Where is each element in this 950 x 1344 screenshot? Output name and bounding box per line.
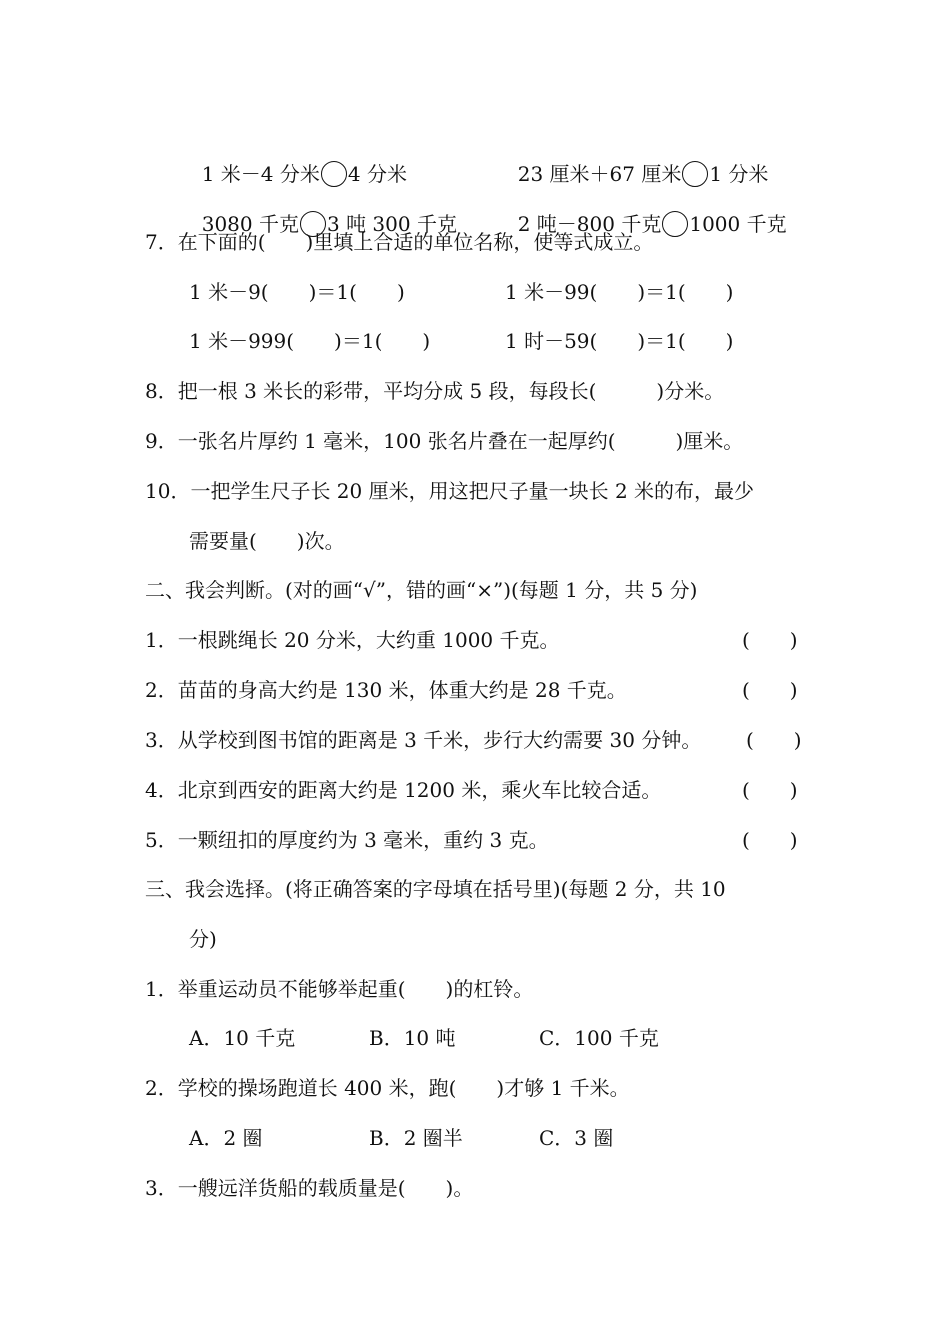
q7-item-4: 1 时－59( )＝1( ): [505, 329, 734, 353]
compare-left: 2 吨－800 千克: [517, 212, 662, 236]
question-8: 8．把一根 3 米长的彩带，平均分成 5 段，每段长( )分米。: [145, 379, 725, 403]
judge-item-5: 5．一颗纽扣的厚度约为 3 毫米，重约 3 克。: [145, 828, 549, 852]
compare-item-2: [505, 132, 768, 188]
judge-answer-1[interactable]: ( ): [742, 628, 798, 652]
compare-circle[interactable]: [662, 211, 688, 237]
judge-answer-3[interactable]: ( ): [746, 728, 802, 752]
choice-question-1: 1．举重运动员不能够举起重( )的杠铃。: [145, 977, 534, 1001]
choice-1-option-c[interactable]: C．100 千克: [539, 1026, 659, 1050]
choice-question-3: 3．一艘远洋货船的载质量是( )。: [145, 1176, 474, 1200]
section-3-title-line2: 分): [189, 927, 217, 951]
choice-1-option-b[interactable]: B．10 吨: [369, 1026, 456, 1050]
choice-2-option-c[interactable]: C．3 圈: [539, 1126, 614, 1150]
compare-right: 4 分米: [347, 162, 407, 186]
q7-item-2: 1 米－99( )＝1( ): [505, 280, 734, 304]
question-9: 9．一张名片厚约 1 毫米，100 张名片叠在一起厚约( )厘米。: [145, 429, 744, 453]
choice-2-option-b[interactable]: B．2 圈半: [369, 1126, 463, 1150]
judge-item-3: 3．从学校到图书馆的距离是 3 千米，步行大约需要 30 分钟。: [145, 728, 702, 752]
compare-right: 3 吨 300 千克: [326, 212, 457, 236]
judge-answer-2[interactable]: ( ): [742, 678, 798, 702]
judge-answer-4[interactable]: ( ): [742, 778, 798, 802]
choice-question-2: 2．学校的操场跑道长 400 米，跑( )才够 1 千米。: [145, 1076, 630, 1100]
compare-item-1: [189, 132, 407, 188]
judge-item-2: 2．苗苗的身高大约是 130 米，体重大约是 28 千克。: [145, 678, 627, 702]
compare-left: 3080 千克: [201, 212, 299, 236]
judge-answer-5[interactable]: ( ): [742, 828, 798, 852]
compare-right: 1000 千克: [689, 212, 787, 236]
judge-item-4: 4．北京到西安的距离大约是 1200 米，乘火车比较合适。: [145, 778, 662, 802]
choice-2-option-a[interactable]: A．2 圈: [189, 1126, 263, 1150]
section-3-title-line1: 三、我会选择。(将正确答案的字母填在括号里)(每题 2 分，共 10: [145, 877, 726, 901]
q7-item-1: 1 米－9( )＝1( ): [189, 280, 405, 304]
compare-left: 23 厘米＋67 厘米: [517, 162, 682, 186]
q7-item-3: 1 米－999( )＝1( ): [189, 329, 431, 353]
section-2-title: 二、我会判断。(对的画“√”，错的画“×”)(每题 1 分，共 5 分): [145, 578, 698, 602]
question-10-line1: 10．一把学生尺子长 20 厘米，用这把尺子量一块长 2 米的布，最少: [145, 479, 755, 503]
question-10-line2: 需要量( )次。: [189, 529, 345, 553]
question-7: 7．在下面的( )里填上合适的单位名称，使等式成立。: [145, 230, 654, 254]
choice-1-option-a[interactable]: A．10 千克: [189, 1026, 296, 1050]
judge-item-1: 1．一根跳绳长 20 分米，大约重 1000 千克。: [145, 628, 560, 652]
compare-right: 1 分米: [709, 162, 769, 186]
compare-left: 1 米－4 分米: [201, 162, 320, 186]
